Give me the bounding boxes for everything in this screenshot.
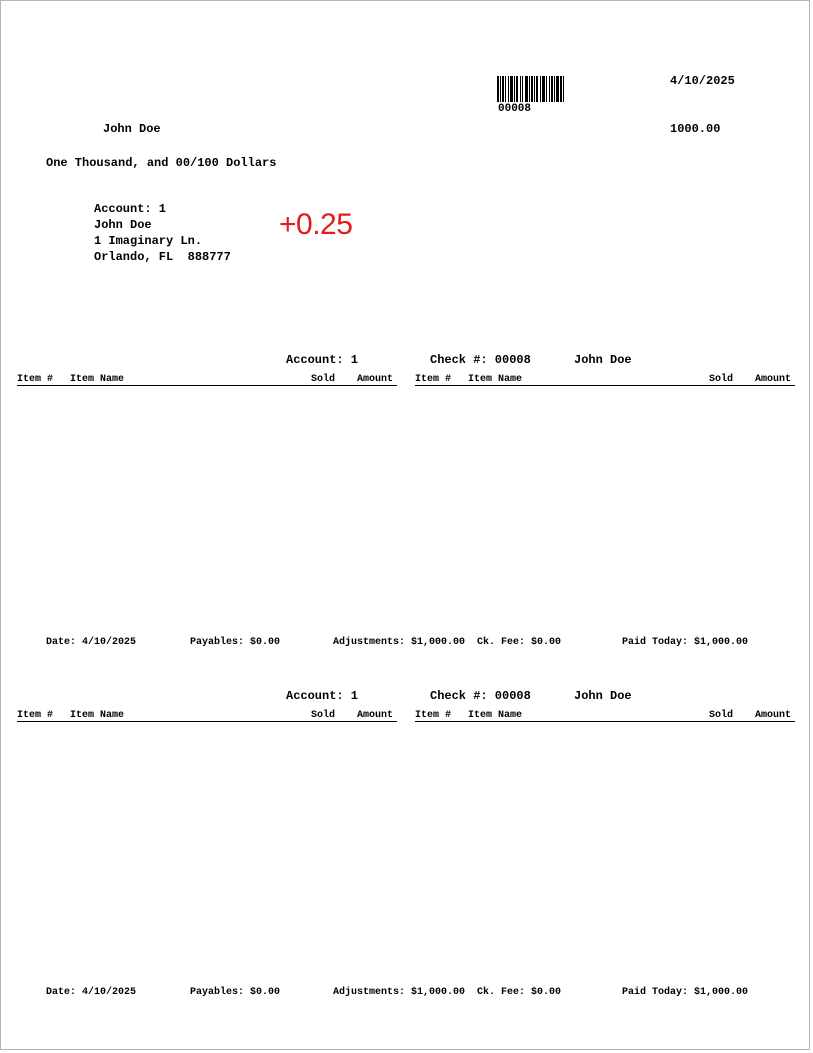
address-name: John Doe bbox=[94, 218, 152, 232]
header-sold: Sold bbox=[311, 710, 336, 721]
stub-account: Account: 1 bbox=[286, 353, 359, 367]
summary-ck-fee: Ck. Fee: $0.00 bbox=[477, 987, 562, 998]
header-rule-left bbox=[17, 721, 397, 722]
summary-date: Date: 4/10/2025 bbox=[46, 987, 137, 998]
summary-payables: Payables: $0.00 bbox=[190, 987, 281, 998]
header-item-number: Item # bbox=[415, 710, 452, 721]
stub-check-number: Check #: 00008 bbox=[430, 689, 531, 703]
header-rule-right bbox=[415, 385, 795, 386]
check-date: 4/10/2025 bbox=[670, 74, 735, 88]
header-amount: Amount bbox=[755, 710, 792, 721]
amount-in-words: One Thousand, and 00/100 Dollars bbox=[46, 156, 277, 170]
summary-adjustments: Adjustments: $1,000.00 bbox=[333, 637, 466, 648]
address-street: 1 Imaginary Ln. bbox=[94, 234, 203, 248]
header-amount: Amount bbox=[357, 710, 394, 721]
header-rule-right bbox=[415, 721, 795, 722]
summary-adjustments: Adjustments: $1,000.00 bbox=[333, 987, 466, 998]
stub-name: John Doe bbox=[574, 689, 632, 703]
summary-date: Date: 4/10/2025 bbox=[46, 637, 137, 648]
header-sold: Sold bbox=[311, 374, 336, 385]
summary-ck-fee: Ck. Fee: $0.00 bbox=[477, 637, 562, 648]
header-item-number: Item # bbox=[17, 374, 54, 385]
header-item-name: Item Name bbox=[468, 374, 523, 385]
header-amount: Amount bbox=[357, 374, 394, 385]
summary-paid-today: Paid Today: $1,000.00 bbox=[622, 987, 749, 998]
header-sold: Sold bbox=[709, 710, 734, 721]
header-item-name: Item Name bbox=[70, 710, 125, 721]
check-amount: 1000.00 bbox=[670, 122, 721, 136]
header-item-number: Item # bbox=[415, 374, 452, 385]
header-item-name: Item Name bbox=[468, 710, 523, 721]
address-account: Account: 1 bbox=[94, 202, 167, 216]
stub-account: Account: 1 bbox=[286, 689, 359, 703]
annotation-score: +0.25 bbox=[279, 208, 353, 241]
header-item-name: Item Name bbox=[70, 374, 125, 385]
stub-check-number: Check #: 00008 bbox=[430, 353, 531, 367]
header-amount: Amount bbox=[755, 374, 792, 385]
summary-payables: Payables: $0.00 bbox=[190, 637, 281, 648]
header-sold: Sold bbox=[709, 374, 734, 385]
summary-paid-today: Paid Today: $1,000.00 bbox=[622, 637, 749, 648]
header-item-number: Item # bbox=[17, 710, 54, 721]
address-city: Orlando, FL 888777 bbox=[94, 250, 231, 264]
barcode-number: 00008 bbox=[498, 103, 532, 115]
check-payee: John Doe bbox=[103, 122, 161, 136]
barcode bbox=[497, 76, 593, 102]
header-rule-left bbox=[17, 385, 397, 386]
stub-name: John Doe bbox=[574, 353, 632, 367]
